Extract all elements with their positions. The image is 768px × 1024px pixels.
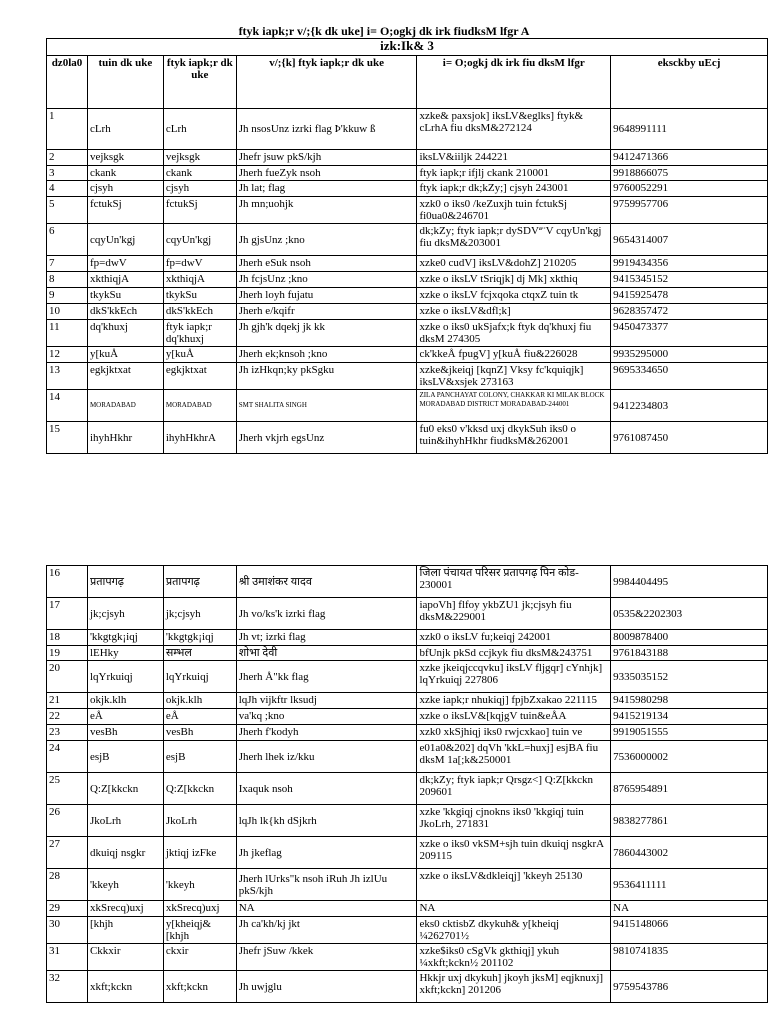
- table-row: [47, 390, 768, 422]
- table-row: [47, 224, 768, 256]
- cell-name: Jh vo/ks'k izrki flag: [236, 598, 417, 630]
- cell-mobile: 9919051555: [611, 725, 768, 741]
- cell-tuin: okjk.klh: [87, 693, 163, 709]
- table-part-2: [46, 565, 768, 1003]
- cell-mobile: 9810741835: [611, 944, 768, 971]
- cell-tuin: esjB: [87, 741, 163, 773]
- cell-mobile: 9760052291: [611, 181, 768, 197]
- cell-address: xzke0 cudV] iksLV&dohZ] 210205: [417, 256, 611, 272]
- cell-tuin: Q:Z[kkckn: [87, 773, 163, 805]
- cell-name: Jherh f'kodyh: [236, 725, 417, 741]
- cell-mobile: 9761087450: [611, 422, 768, 454]
- cell-name: Jherh lhek iz/kku: [236, 741, 417, 773]
- cell-tuin: MORADABAD: [87, 390, 163, 422]
- cell-address: जिला पंचायत परिसर प्रतापगढ़ पिन कोड- 230001: [417, 566, 611, 598]
- table-row: [47, 901, 768, 917]
- cell-no: 14: [47, 390, 88, 422]
- cell-address: xzk0 o iks0 /keZuxjh tuin fctukSj fi0ua0&246701: [417, 197, 611, 224]
- table-row: [47, 917, 768, 944]
- table-row: [47, 646, 768, 661]
- cell-tuin: cjsyh: [87, 181, 163, 197]
- table-row: [47, 181, 768, 197]
- cell-tuin: Ckkxir: [87, 944, 163, 971]
- cell-name: Jherh vkjrh egsUnz: [236, 422, 417, 454]
- cell-no: 6: [47, 224, 88, 256]
- cell-tuin: cLrh: [87, 109, 163, 150]
- cell-mobile: 9654314007: [611, 224, 768, 256]
- cell-address: NA: [417, 901, 611, 917]
- cell-ftyk: xkft;kckn: [163, 971, 236, 1003]
- cell-tuin: y[kuÅ: [87, 347, 163, 363]
- cell-name: Jh uwjglu: [236, 971, 417, 1003]
- cell-tuin: प्रतापगढ़: [87, 566, 163, 598]
- cell-address: xzke o iksLV&dfl;k]: [417, 304, 611, 320]
- cell-address: xzke$iks0 cSgVk gkthiqj] ykuh ¼xkft;kckn½ 201102: [417, 944, 611, 971]
- cell-mobile: 9984404495: [611, 566, 768, 598]
- table-row: [47, 422, 768, 454]
- cell-no: 17: [47, 598, 88, 630]
- cell-address: ck'kkeÅ fpugV] y[kuÅ fiu&226028: [417, 347, 611, 363]
- cell-ftyk: ihyhHkhrA: [163, 422, 236, 454]
- cell-no: 8: [47, 272, 88, 288]
- cell-mobile: 7860443002: [611, 837, 768, 869]
- table-row: [47, 725, 768, 741]
- cell-no: 32: [47, 971, 88, 1003]
- table-row: [47, 944, 768, 971]
- table-row: [47, 288, 768, 304]
- cell-tuin: egkjktxat: [87, 363, 163, 390]
- cell-no: 31: [47, 944, 88, 971]
- cell-tuin: 'kkeyh: [87, 869, 163, 901]
- cell-no: 19: [47, 646, 88, 661]
- table-row: [47, 256, 768, 272]
- cell-mobile: 9919434356: [611, 256, 768, 272]
- cell-ftyk: cjsyh: [163, 181, 236, 197]
- cell-tuin: ihyhHkhr: [87, 422, 163, 454]
- cell-mobile: 9415925478: [611, 288, 768, 304]
- cell-no: 16: [47, 566, 88, 598]
- cell-address: bfUnjk pkSd ccjkyk fiu dksM&243751: [417, 646, 611, 661]
- cell-ftyk: eÅ: [163, 709, 236, 725]
- cell-mobile: 9628357472: [611, 304, 768, 320]
- cell-name: lqJh vijkftr lksudj: [236, 693, 417, 709]
- cell-name: Jh izHkqn;ky pkSgku: [236, 363, 417, 390]
- table-row: [47, 773, 768, 805]
- cell-no: 18: [47, 630, 88, 646]
- cell-no: 15: [47, 422, 88, 454]
- cell-name: Jherh fueZyk nsoh: [236, 166, 417, 181]
- table-header-row: [47, 56, 768, 109]
- cell-tuin: jk;cjsyh: [87, 598, 163, 630]
- cell-ftyk: lqYrkuiqj: [163, 661, 236, 693]
- table-row: [47, 363, 768, 390]
- cell-address: ZILA PANCHAYAT COLONY, CHAKKAR KI MILAK BLOCK MORADABAD DISTRICT MORADABAD-244001: [417, 390, 611, 422]
- cell-ftyk: fctukSj: [163, 197, 236, 224]
- document-title: ftyk iapk;r v/;{k dk uke] i= O;ogkj dk irk fiudksM lfgr A: [238, 24, 530, 38]
- cell-ftyk: vejksgk: [163, 150, 236, 166]
- cell-mobile: NA: [611, 901, 768, 917]
- cell-no: 28: [47, 869, 88, 901]
- cell-tuin: JkoLrh: [87, 805, 163, 837]
- cell-address: xzke o iksLV&dkleiqj] 'kkeyh 25130: [417, 869, 611, 901]
- cell-ftyk: सम्भल: [163, 646, 236, 661]
- cell-ftyk: esjB: [163, 741, 236, 773]
- cell-address: iapoVh] flfoy ykbZU1 jk;cjsyh fiu dksM&229001: [417, 598, 611, 630]
- cell-ftyk: jk;cjsyh: [163, 598, 236, 630]
- cell-address: xzke&jkeiqj [kqnZ] Vksy fc'kquiqjk] iksLV&xsjek 273163: [417, 363, 611, 390]
- cell-name: Jh jkeflag: [236, 837, 417, 869]
- cell-name: Jherh ek;knsoh ;kno: [236, 347, 417, 363]
- cell-ftyk: okjk.klh: [163, 693, 236, 709]
- cell-no: 7: [47, 256, 88, 272]
- cell-address: Hkkjr uxj dkykuh] jkoyh jksM] eqjknuxj] xkft;kckn] 201206: [417, 971, 611, 1003]
- cell-mobile: 8009878400: [611, 630, 768, 646]
- cell-tuin: fctukSj: [87, 197, 163, 224]
- cell-ftyk: ckank: [163, 166, 236, 181]
- cell-no: 11: [47, 320, 88, 347]
- cell-ftyk: xkSrecq)uxj: [163, 901, 236, 917]
- table-row: [47, 598, 768, 630]
- cell-address: xzke iapk;r nhukiqj] fpjbZxakao 221115: [417, 693, 611, 709]
- cell-name: Jh fcjsUnz ;kno: [236, 272, 417, 288]
- cell-no: 23: [47, 725, 88, 741]
- cell-no: 24: [47, 741, 88, 773]
- cell-no: 10: [47, 304, 88, 320]
- table-subtitle: izk:Ik& 3: [47, 39, 768, 56]
- cell-address: xzke 'kkgiqj cjnokns iks0 'kkgiqj tuin JkoLrh, 271831: [417, 805, 611, 837]
- cell-tuin: [khjh: [87, 917, 163, 944]
- cell-name: श्री उमाशंकर यादव: [236, 566, 417, 598]
- column-header: i= O;ogkj dk irk fiu dksM lfgr: [417, 56, 611, 109]
- cell-address: xzke o iksLV&[kqjgV tuin&eÅA: [417, 709, 611, 725]
- cell-mobile: 9412471366: [611, 150, 768, 166]
- cell-name: Jh mn;uohjk: [236, 197, 417, 224]
- cell-address: ftyk iapk;r dk;kZy;] cjsyh 243001: [417, 181, 611, 197]
- table-row: [47, 109, 768, 150]
- cell-address: ftyk iapk;r ifjlj ckank 210001: [417, 166, 611, 181]
- cell-mobile: 9761843188: [611, 646, 768, 661]
- cell-mobile: 9695334650: [611, 363, 768, 390]
- table-row: [47, 630, 768, 646]
- cell-ftyk: 'kkeyh: [163, 869, 236, 901]
- cell-mobile: 7536000002: [611, 741, 768, 773]
- cell-tuin: vejksgk: [87, 150, 163, 166]
- cell-ftyk: cLrh: [163, 109, 236, 150]
- cell-mobile: 9918866075: [611, 166, 768, 181]
- table-row: [47, 805, 768, 837]
- cell-mobile: 0535&2202303: [611, 598, 768, 630]
- cell-no: 30: [47, 917, 88, 944]
- cell-no: 21: [47, 693, 88, 709]
- table-row: [47, 709, 768, 725]
- cell-name: Ixaquk nsoh: [236, 773, 417, 805]
- cell-tuin: cqyUn'kgj: [87, 224, 163, 256]
- cell-name: शोभा देवी: [236, 646, 417, 661]
- cell-ftyk: cqyUn'kgj: [163, 224, 236, 256]
- cell-address: iksLV&iiljk 244221: [417, 150, 611, 166]
- table-row: [47, 304, 768, 320]
- cell-address: dk;kZy; ftyk iapk;r Qrsgz<] Q:Z[kkckn 209601: [417, 773, 611, 805]
- cell-no: 20: [47, 661, 88, 693]
- table-row: [47, 347, 768, 363]
- cell-mobile: 9412234803: [611, 390, 768, 422]
- cell-tuin: 'kkgtgk¡iqj: [87, 630, 163, 646]
- cell-tuin: fp=dwV: [87, 256, 163, 272]
- cell-mobile: 9648991111: [611, 109, 768, 150]
- cell-name: Jherh loyh fujatu: [236, 288, 417, 304]
- cell-tuin: eÅ: [87, 709, 163, 725]
- cell-tuin: xkthiqjA: [87, 272, 163, 288]
- cell-ftyk: egkjktxat: [163, 363, 236, 390]
- cell-ftyk: jktiqj izFke: [163, 837, 236, 869]
- cell-ftyk: ckxir: [163, 944, 236, 971]
- cell-address: xzk0 o iksLV fu;keiqj 242001: [417, 630, 611, 646]
- cell-name: Jh lat; flag: [236, 181, 417, 197]
- cell-address: eks0 cktisbZ dkykuh& y[kheiqj ¼262701½: [417, 917, 611, 944]
- cell-mobile: 9450473377: [611, 320, 768, 347]
- cell-no: 1: [47, 109, 88, 150]
- cell-no: 2: [47, 150, 88, 166]
- cell-mobile: 9759957706: [611, 197, 768, 224]
- cell-tuin: ckank: [87, 166, 163, 181]
- column-header: eksckby uEcj: [611, 56, 768, 109]
- cell-tuin: lqYrkuiqj: [87, 661, 163, 693]
- cell-ftyk: Q:Z[kkckn: [163, 773, 236, 805]
- cell-no: 22: [47, 709, 88, 725]
- cell-ftyk: प्रतापगढ़: [163, 566, 236, 598]
- cell-mobile: 9759543786: [611, 971, 768, 1003]
- table-row: [47, 741, 768, 773]
- cell-name: va'kq ;kno: [236, 709, 417, 725]
- cell-no: 4: [47, 181, 88, 197]
- cell-address: e01a0&202] dqVh 'kkL=huxj] esjBA fiu dksM 1a[;k&250001: [417, 741, 611, 773]
- cell-tuin: tkykSu: [87, 288, 163, 304]
- cell-name: NA: [236, 901, 417, 917]
- cell-name: Jhefr jSuw /kkek: [236, 944, 417, 971]
- table-row: [47, 272, 768, 288]
- table-row: [47, 661, 768, 693]
- cell-ftyk: 'kkgtgk¡iqj: [163, 630, 236, 646]
- column-header: dz0la0: [47, 56, 88, 109]
- table-row: [47, 693, 768, 709]
- cell-mobile: 9838277861: [611, 805, 768, 837]
- table-row: [47, 320, 768, 347]
- cell-mobile: 9415148066: [611, 917, 768, 944]
- cell-address: xzk0 xkSjhiqj iks0 rwjcxkao] tuin ve: [417, 725, 611, 741]
- cell-tuin: xkSrecq)uxj: [87, 901, 163, 917]
- cell-address: xzke o iks0 ukSjafx;k ftyk dq'khuxj fiu dksM 274305: [417, 320, 611, 347]
- table-row: [47, 566, 768, 598]
- cell-tuin: dkuiqj nsgkr: [87, 837, 163, 869]
- cell-mobile: 8765954891: [611, 773, 768, 805]
- cell-name: Jherh e/kqifr: [236, 304, 417, 320]
- cell-name: Jh ca'kh/kj jkt: [236, 917, 417, 944]
- cell-name: SMT SHALITA SINGH: [236, 390, 417, 422]
- cell-ftyk: xkthiqjA: [163, 272, 236, 288]
- cell-ftyk: vesBh: [163, 725, 236, 741]
- cell-no: 13: [47, 363, 88, 390]
- cell-name: lqJh lk{kh dSjkrh: [236, 805, 417, 837]
- cell-ftyk: fp=dwV: [163, 256, 236, 272]
- cell-address: fu0 eks0 v'kksd uxj dkykSuh iks0 o tuin&ihyhHkhr fiudksM&262001: [417, 422, 611, 454]
- cell-address: xzke& paxsjok] iksLV&eglks] ftyk& cLrhA fiu dksM&272124: [417, 109, 611, 150]
- cell-ftyk: MORADABAD: [163, 390, 236, 422]
- cell-name: Jh gjsUnz ;kno: [236, 224, 417, 256]
- cell-mobile: 9415219134: [611, 709, 768, 725]
- cell-mobile: 9415980298: [611, 693, 768, 709]
- cell-ftyk: y[kheiqj&[khjh: [163, 917, 236, 944]
- cell-mobile: 9335035152: [611, 661, 768, 693]
- cell-tuin: vesBh: [87, 725, 163, 741]
- cell-tuin: dkS'kkEch: [87, 304, 163, 320]
- cell-name: Jherh Å"kk flag: [236, 661, 417, 693]
- table-row: [47, 150, 768, 166]
- cell-no: 25: [47, 773, 88, 805]
- cell-address: xzke jkeiqjccqvku] iksLV fljgqr] cYnhjk] lqYrkuiqj 227806: [417, 661, 611, 693]
- cell-name: Jherh eSuk nsoh: [236, 256, 417, 272]
- cell-mobile: 9415345152: [611, 272, 768, 288]
- cell-address: dk;kZy; ftyk iapk;r dySDVª¨V cqyUn'kgj fiu dksM&203001: [417, 224, 611, 256]
- cell-tuin: dq'khuxj: [87, 320, 163, 347]
- cell-no: 5: [47, 197, 88, 224]
- cell-ftyk: y[kuÅ: [163, 347, 236, 363]
- cell-mobile: 9536411111: [611, 869, 768, 901]
- cell-name: Jhefr jsuw pkS/kjh: [236, 150, 417, 166]
- cell-address: xzke o iks0 vkSM+sjh tuin dkuiqj nsgkrA 209115: [417, 837, 611, 869]
- cell-ftyk: tkykSu: [163, 288, 236, 304]
- cell-name: Jh vt; izrki flag: [236, 630, 417, 646]
- cell-name: Jh gjh'k dqekj jk kk: [236, 320, 417, 347]
- table-row: [47, 869, 768, 901]
- cell-tuin: xkft;kckn: [87, 971, 163, 1003]
- cell-address: xzke o iksLV tSriqjk] dj Mk] xkthiq: [417, 272, 611, 288]
- column-header: tuin dk uke: [87, 56, 163, 109]
- cell-name: Jh nsosUnz izrki flag Þ'kkuw ß: [236, 109, 417, 150]
- cell-no: 26: [47, 805, 88, 837]
- column-header: ftyk iapk;r dk uke: [163, 56, 236, 109]
- cell-no: 3: [47, 166, 88, 181]
- cell-no: 9: [47, 288, 88, 304]
- table-row: [47, 166, 768, 181]
- cell-tuin: lEHky: [87, 646, 163, 661]
- table-row: [47, 837, 768, 869]
- table-row: [47, 197, 768, 224]
- table-row: [47, 971, 768, 1003]
- column-header: v/;{k] ftyk iapk;r dk uke: [236, 56, 417, 109]
- table-part-1: [46, 38, 768, 454]
- cell-address: xzke o iksLV fcjxqoka ctqxZ tuin tk: [417, 288, 611, 304]
- cell-no: 29: [47, 901, 88, 917]
- cell-no: 27: [47, 837, 88, 869]
- cell-mobile: 9935295000: [611, 347, 768, 363]
- cell-ftyk: dkS'kkEch: [163, 304, 236, 320]
- cell-name: Jherh lUrks"k nsoh iRuh Jh izlUu pkS/kjh: [236, 869, 417, 901]
- cell-ftyk: ftyk iapk;r dq'khuxj: [163, 320, 236, 347]
- cell-ftyk: JkoLrh: [163, 805, 236, 837]
- cell-no: 12: [47, 347, 88, 363]
